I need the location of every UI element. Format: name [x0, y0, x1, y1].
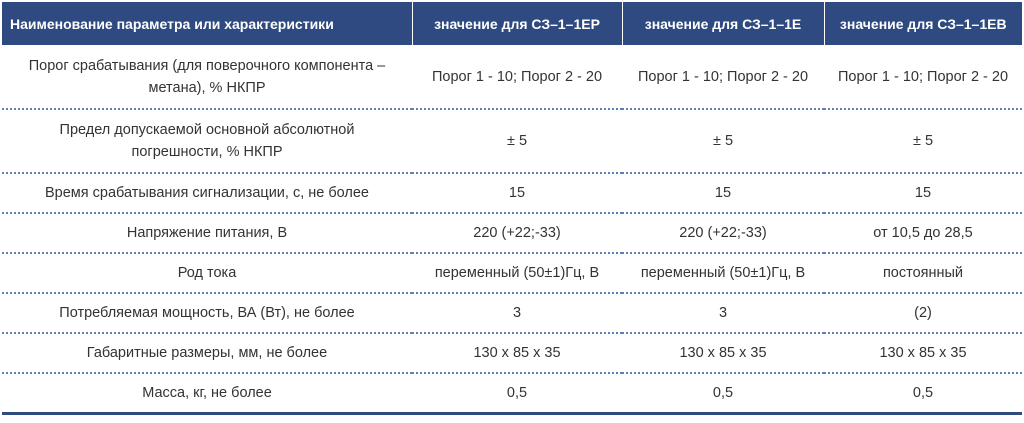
value-cell: Порог 1 - 10; Порог 2 - 20 — [622, 45, 824, 109]
value-cell: 130 х 85 х 35 — [824, 333, 1022, 373]
value-cell: 3 — [412, 293, 622, 333]
value-cell: 220 (+22;-33) — [622, 213, 824, 253]
value-cell: 130 х 85 х 35 — [622, 333, 824, 373]
value-cell: переменный (50±1)Гц, В — [622, 253, 824, 293]
value-cell: 0,5 — [622, 373, 824, 413]
header-value-1ev: значение для СЗ–1–1ЕВ — [824, 2, 1022, 45]
value-cell: 220 (+22;-33) — [412, 213, 622, 253]
value-cell: ± 5 — [412, 109, 622, 173]
value-cell: переменный (50±1)Гц, В — [412, 253, 622, 293]
spec-table — [2, 2, 1022, 415]
value-cell: Порог 1 - 10; Порог 2 - 20 — [824, 45, 1022, 109]
table-row — [2, 333, 1022, 373]
value-cell: 15 — [622, 173, 824, 213]
table-row — [2, 213, 1022, 253]
value-cell: 130 х 85 х 35 — [412, 333, 622, 373]
value-cell: 0,5 — [412, 373, 622, 413]
parameter-name: Порог срабатывания (для поверочного компонента – метана), % НКПР — [2, 45, 412, 109]
parameter-name: Род тока — [2, 253, 412, 293]
table-row — [2, 109, 1022, 173]
value-cell: 15 — [412, 173, 622, 213]
table-row — [2, 173, 1022, 213]
value-cell: 15 — [824, 173, 1022, 213]
header-value-1e: значение для СЗ–1–1Е — [622, 2, 824, 45]
header-parameter: Наименование параметра или характеристики — [2, 2, 412, 45]
parameter-name: Потребляемая мощность, ВА (Вт), не более — [2, 293, 412, 333]
value-cell: ± 5 — [622, 109, 824, 173]
parameter-name: Масса, кг, не более — [2, 373, 412, 413]
value-cell: ± 5 — [824, 109, 1022, 173]
table-row — [2, 253, 1022, 293]
parameter-name: Время срабатывания сигнализации, с, не более — [2, 173, 412, 213]
parameter-name: Напряжение питания, В — [2, 213, 412, 253]
value-cell: Порог 1 - 10; Порог 2 - 20 — [412, 45, 622, 109]
table-row — [2, 373, 1022, 413]
value-cell: 3 — [622, 293, 824, 333]
value-cell: постоянный — [824, 253, 1022, 293]
value-cell: от 10,5 до 28,5 — [824, 213, 1022, 253]
value-cell: (2) — [824, 293, 1022, 333]
table-row — [2, 293, 1022, 333]
parameter-name: Габаритные размеры, мм, не более — [2, 333, 412, 373]
table-row — [2, 45, 1022, 109]
header-value-1ep: значение для СЗ–1–1ЕР — [412, 2, 622, 45]
table-header-row — [2, 2, 1022, 45]
parameter-name: Предел допускаемой основной абсолютной погрешности, % НКПР — [2, 109, 412, 173]
value-cell: 0,5 — [824, 373, 1022, 413]
